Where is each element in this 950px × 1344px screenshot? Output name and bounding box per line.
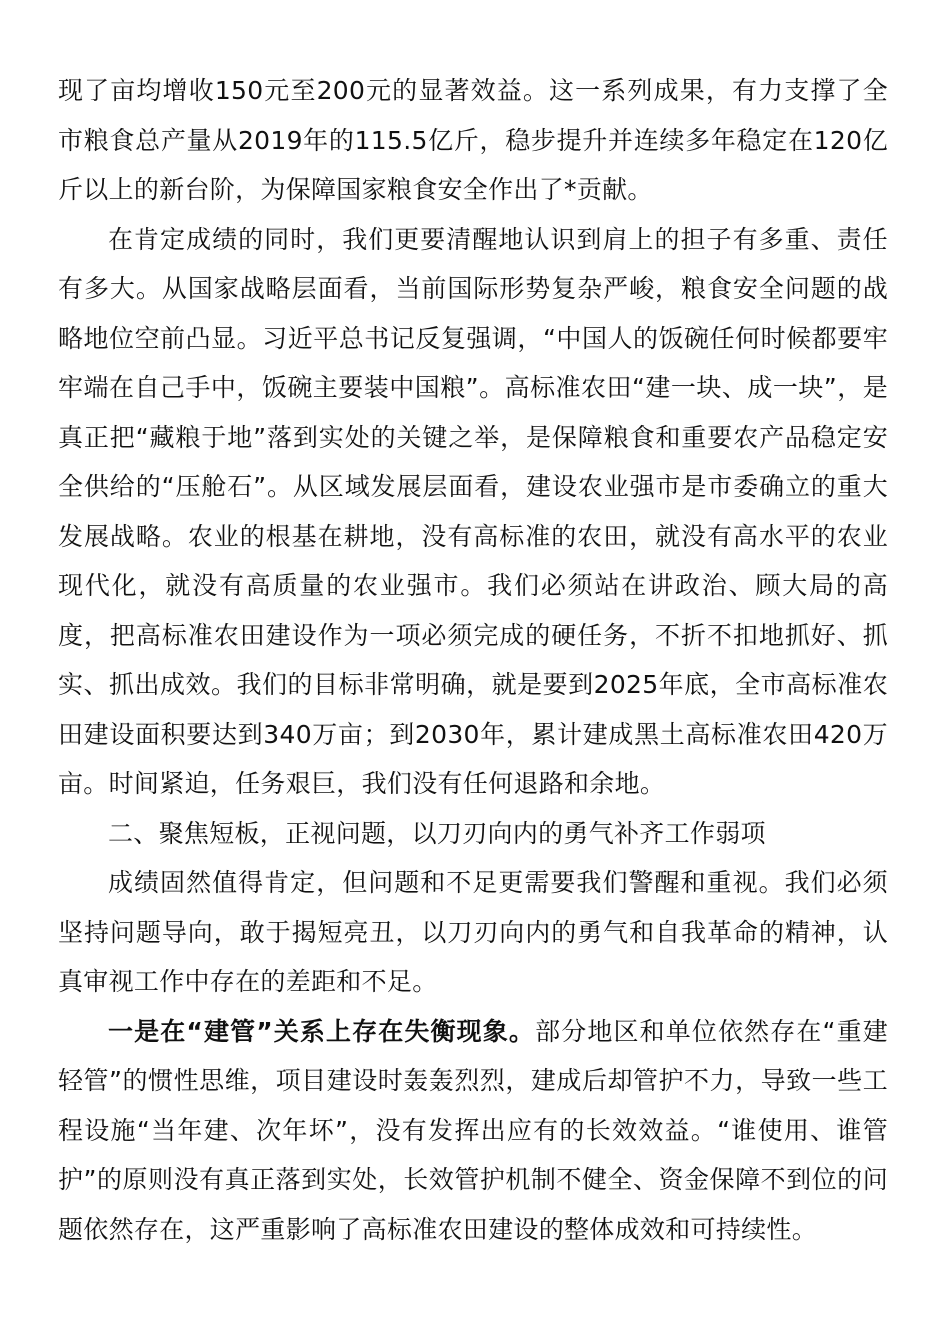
paragraph-build-manage-imbalance [58,1007,888,1255]
paragraph-responsibility: 在肯定成绩的同时，我们更要清醒地认识到肩上的担子有多重、责任有多大。从国家战略层面看，当前国际形势复杂严峻，粮食安全问题的战略地位空前凸显。习近平总书记反复强调，“中国人的饭碗任何时候都要牢牢端在自己手中，饭碗主要装中国粮”。高标准农田“建一块、成一块”，是真正把“藏粮于地”落到实处的关键之举，是保障粮食和重要农产品稳定安全供给的“压舱石”。从区域发展层面看，建设农业强市是市委确立的重大发展战略。农业的根基在耕地，没有高标准的农田，就没有高水平的农业现代化，就没有高质量的农业强市。我们必须站在讲政治、顾大局的高度，把高标准农田建设作为一项必须完成的硬任务，不折不扣地抓好、抓实、抓出成效。我们的目标非常明确，就是要到2025年底，全市高标准农田建设面积要达到340万亩；到2030年，累计建成黑土高标准农田420万亩。时间紧迫，任务艰巨，我们没有任何退路和余地。 [58,224,888,798]
paragraph-problem-orientation: 成绩固然值得肯定，但问题和不足更需要我们警醒和重视。我们必须坚持问题导向，敢于揭短亮丑，以刀刃向内的勇气和自我革命的精神，认真审视工作中存在的差距和不足。 [58,868,888,996]
document-body [58,66,888,1254]
paragraph-lead-body: 部分地区和单位依然存在“重建轻管”的惯性思维，项目建设时轰轰烈烈，建成后却管护不力，导致一些工程设施“当年建、次年坏”，没有发挥出应有的长效效益。“谁使用、谁管护”的原则没有真正落到实处，长效管护机制不健全、资金保障不到位的问题依然存在，这严重影响了高标准农田建设的整体成效和可持续性。 [58,1016,888,1244]
section-heading-2: 二、聚焦短板，正视问题，以刀刃向内的勇气补齐工作弱项 [108,818,766,848]
paragraph-results-summary: 现了亩均增收150元至200元的显著效益。这一系列成果，有力支撑了全市粮食总产量从2019年的115.5亿斤，稳步提升并连续多年稳定在120亿斤以上的新台阶，为保障国家粮食安全作出了*贡献。 [58,76,888,204]
paragraph-lead-sentence: 一是在“建管”关系上存在失衡现象。 [108,1016,536,1046]
